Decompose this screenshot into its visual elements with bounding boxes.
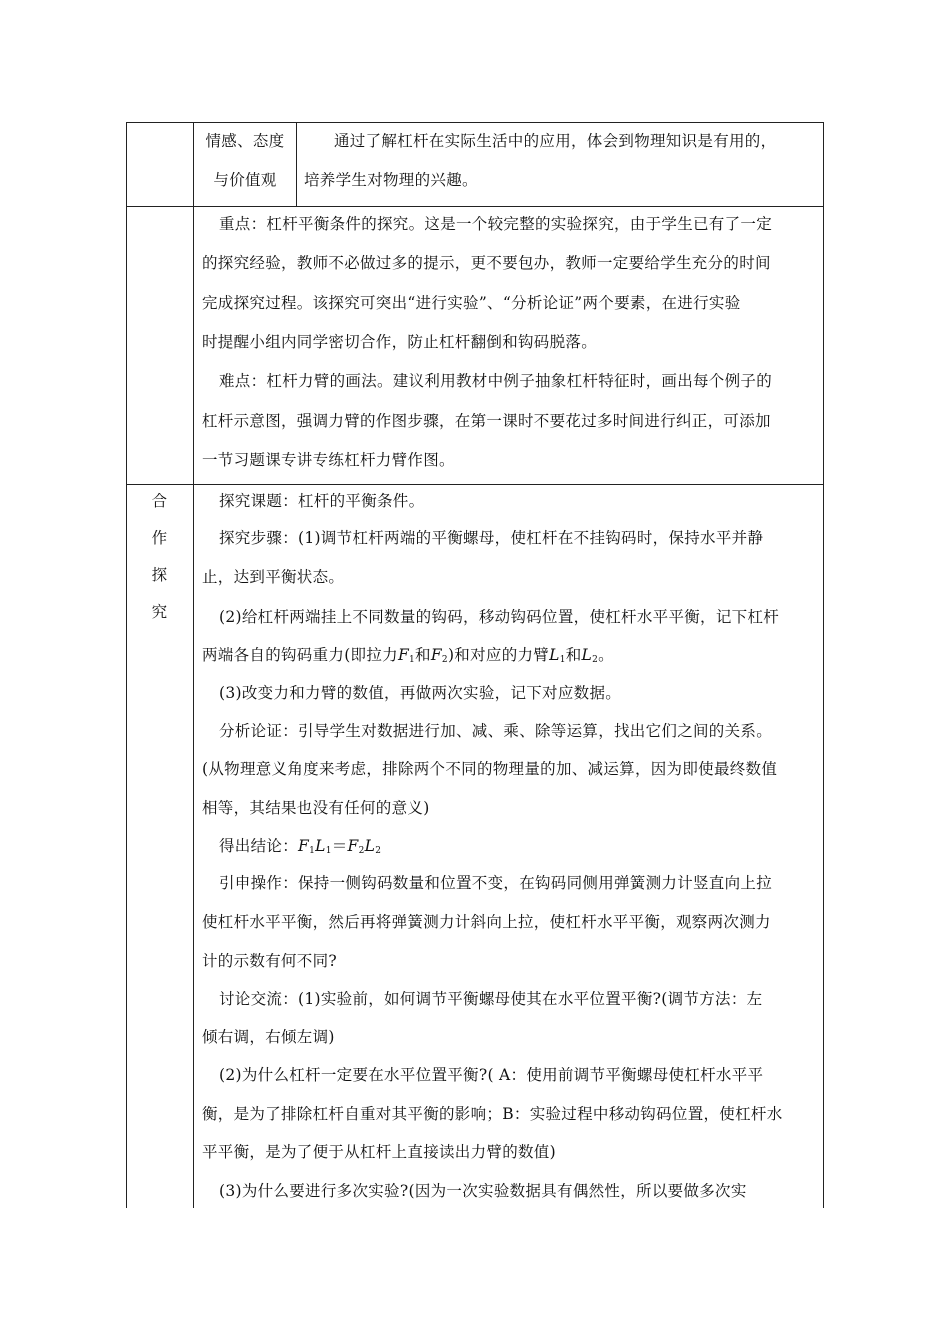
row1-text-line1: 通过了解杠杆在实际生活中的应用，体会到物理知识是有用的，	[334, 132, 777, 150]
row1-text-line2: 培养学生对物理的兴趣。	[304, 171, 478, 189]
row3-conclusion-line	[219, 834, 381, 856]
force-symbol: F	[397, 646, 410, 664]
row3-line: 引申操作：保持一侧钩码数量和位置不变，在钩码同侧用弹簧测力计竖直向上拉	[219, 874, 773, 892]
row3-label-char: 合	[151, 492, 168, 510]
row3-line: 止，达到平衡状态。	[202, 568, 345, 586]
row1-label-line2: 与价值观	[213, 171, 277, 189]
row3-line: 相等，其结果也没有任何的意义)	[202, 799, 430, 817]
row3-line: (从物理意义角度来考虑，排除两个不同的物理量的加、减运算，因为即使最终数值	[202, 760, 778, 778]
arm-symbol: L	[549, 646, 560, 664]
row3-label-char: 究	[151, 603, 168, 621]
row3-label-char: 作	[151, 529, 168, 547]
row3-line: 倾右调，右倾左调)	[202, 1028, 335, 1046]
row3-line: 分析论证：引导学生对数据进行加、减、乘、除等运算，找出它们之间的关系。	[219, 722, 773, 740]
row3-line: 使杠杆水平平衡，然后再将弹簧测力计斜向上拉，使杠杆水平平衡，观察两次测力	[202, 913, 771, 931]
row1-label-line1: 情感、态度	[205, 132, 285, 150]
table-row-divider-1	[126, 206, 824, 207]
row2-line: 完成探究过程。该探究可突出“进行实验”、“分析论证”两个要素，在进行实验	[202, 294, 741, 312]
row3-line: 探究步骤：(1)调节杠杆两端的平衡螺母，使杠杆在不挂钩码时，保持水平并静	[219, 529, 764, 547]
row3-line-text: 两端各自的钩码重力(即拉力	[202, 646, 398, 664]
arm-symbol: L	[581, 646, 593, 664]
row3-line: 衡，是为了排除杠杆自重对其平衡的影响；B：实验过程中移动钩码位置，使杠杆水	[202, 1105, 783, 1123]
and-word: 和	[415, 646, 431, 664]
row3-line: 平平衡，是为了便于从杠杆上直接读出力臂的数值)	[202, 1143, 556, 1161]
subscript: 1	[309, 846, 316, 856]
row3-line-with-formula	[202, 643, 614, 665]
force-symbol: F	[430, 646, 442, 664]
subscript: 2	[358, 846, 365, 856]
period: 。	[598, 646, 614, 664]
row2-line: 重点：杠杆平衡条件的探究。这是一个较完整的实验探究，由于学生已有了一定	[219, 215, 773, 233]
equals-sign: ＝	[331, 837, 348, 855]
force-symbol: F	[298, 837, 310, 855]
row3-line: 探究课题：杠杆的平衡条件。	[219, 492, 425, 510]
conclusion-label: 得出结论：	[219, 837, 299, 855]
subscript: 2	[441, 655, 448, 665]
row3-line: 计的示数有何不同?	[202, 952, 338, 970]
subscript: 1	[559, 655, 566, 665]
row2-line: 时提醒小组内同学密切合作，防止杠杆翻倒和钩码脱落。	[202, 333, 598, 351]
table-row-divider-2	[126, 484, 824, 485]
row3-line: (3)为什么要进行多次实验?(因为一次实验数据具有偶然性，所以要做多次实	[219, 1182, 747, 1200]
row3-line: (3)改变力和力臂的数值，再做两次实验，记下对应数据。	[219, 684, 622, 702]
and-word: 和	[565, 646, 582, 664]
row2-line: 杠杆示意图，强调力臂的作图步骤，在第一课时不要花过多时间进行纠正，可添加	[202, 412, 771, 430]
table-col-divider-1	[193, 122, 194, 1208]
subscript: 2	[592, 655, 599, 665]
row2-line: 一节习题课专讲专练杠杆力臂作图。	[202, 451, 455, 469]
arm-symbol: L	[364, 837, 376, 855]
subscript: 1	[409, 655, 416, 665]
row3-line: (2)为什么杠杆一定要在水平位置平衡?( A：使用前调节平衡螺母使杠杆水平平	[219, 1066, 764, 1084]
row2-line: 难点：杠杆力臂的画法。建议利用教材中例子抽象杠杆特征时，画出每个例子的	[219, 372, 773, 390]
row3-line: 讨论交流：(1)实验前，如何调节平衡螺母使其在水平位置平衡?(调节方法：左	[219, 990, 763, 1008]
subscript: 2	[375, 846, 382, 856]
subscript: 1	[325, 846, 332, 856]
row3-line: (2)给杠杆两端挂上不同数量的钩码，移动钩码位置，使杠杆水平平衡，记下杠杆	[219, 608, 780, 626]
row3-label-char: 探	[151, 566, 168, 584]
after-forces-text: )和对应的力臂	[447, 646, 550, 664]
table-col-divider-2	[296, 122, 297, 207]
force-symbol: F	[347, 837, 359, 855]
arm-symbol: L	[315, 837, 326, 855]
row2-line: 的探究经验，教师不必做过多的提示，更不要包办，教师一定要给学生充分的时间	[202, 254, 771, 272]
